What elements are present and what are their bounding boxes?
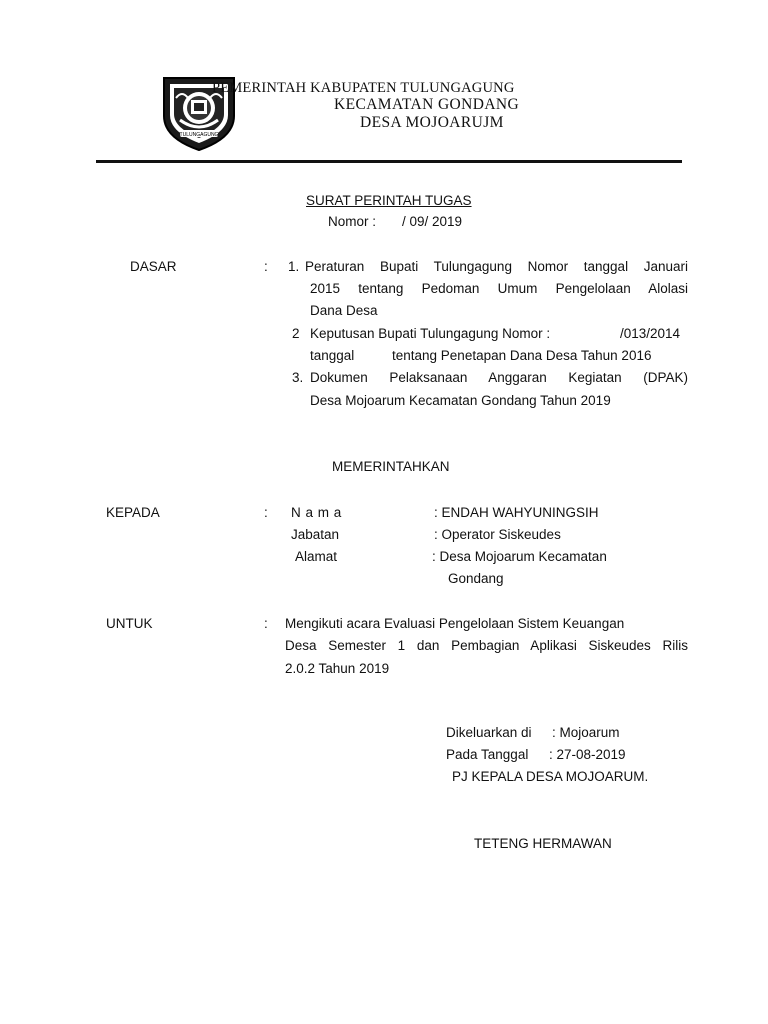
jabatan-label: Jabatan xyxy=(291,527,340,542)
header-line-regency: PEMERINTAH KABUPATEN TULUNGAGUNG xyxy=(212,80,515,96)
jabatan-value: : Operator Siskeudes xyxy=(434,527,561,542)
dikeluarkan-label: Dikeluarkan di xyxy=(446,725,532,740)
dasar-item2-line2-tanggal: tanggal xyxy=(310,348,355,363)
header-line-district: KECAMATAN GONDANG xyxy=(334,96,520,113)
alamat-value-line2: Gondang xyxy=(448,571,504,586)
header-line-village: DESA MOJOARUJM xyxy=(360,114,504,131)
signatory-name: TETENG HERMAWAN xyxy=(474,836,612,851)
memerintahkan-heading: MEMERINTAHKAN xyxy=(332,459,450,474)
header-divider xyxy=(96,160,682,163)
alamat-label: Alamat xyxy=(295,549,338,564)
dasar-item2-line1-text: Keputusan Bupati Tulungagung Nomor : xyxy=(310,326,551,341)
dasar-item1-line1: Peraturan Bupati Tulungagung Nomor tanggal Januari xyxy=(305,259,688,274)
dasar-item3-line1: Dokumen Pelaksanaan Anggaran Kegiatan (DPAK) xyxy=(310,370,688,385)
untuk-line2: Desa Semester 1 dan Pembagian Aplikasi Siskeudes Rilis xyxy=(285,638,688,653)
emblem-text: TULUNGAGUNG xyxy=(179,132,219,138)
dasar-item2-number: 2 xyxy=(292,326,300,341)
dasar-colon: : xyxy=(264,259,268,274)
kepada-colon: : xyxy=(264,505,268,520)
dasar-label: DASAR xyxy=(130,259,177,274)
dasar-item2-line1-number: /013/2014 xyxy=(620,326,681,341)
dasar-item3-number: 3. xyxy=(292,370,304,385)
nomor-label: Nomor : xyxy=(328,214,377,229)
signatory-position: PJ KEPALA DESA MOJOARUM. xyxy=(452,769,649,784)
nomor-value: / 09/ 2019 xyxy=(402,214,463,229)
dikeluarkan-value: : Mojoarum xyxy=(552,725,620,740)
dasar-item1-number: 1. xyxy=(288,259,300,274)
untuk-line3: 2.0.2 Tahun 2019 xyxy=(285,661,390,676)
tanggal-label: Pada Tanggal xyxy=(446,747,529,762)
tanggal-value: : 27-08-2019 xyxy=(549,747,626,762)
untuk-line1: Mengikuti acara Evaluasi Pengelolaan Sistem Keuangan xyxy=(285,616,625,631)
dasar-item1-line3: Dana Desa xyxy=(310,303,378,318)
kepada-label: KEPADA xyxy=(106,505,160,520)
dasar-item2-line2-text: tentang Penetapan Dana Desa Tahun 2016 xyxy=(392,348,652,363)
untuk-label: UNTUK xyxy=(106,616,153,631)
nama-label: N a m a xyxy=(291,505,342,520)
untuk-colon: : xyxy=(264,616,268,631)
dasar-item3-line2: Desa Mojoarum Kecamatan Gondang Tahun 2019 xyxy=(310,393,611,408)
alamat-value-line1: : Desa Mojoarum Kecamatan xyxy=(432,549,607,564)
dasar-item1-line2: 2015 tentang Pedoman Umum Pengelolaan Alolasi xyxy=(310,281,688,296)
nama-value: : ENDAH WAHYUNINGSIH xyxy=(434,505,599,520)
document-title: SURAT PERINTAH TUGAS xyxy=(306,193,472,208)
